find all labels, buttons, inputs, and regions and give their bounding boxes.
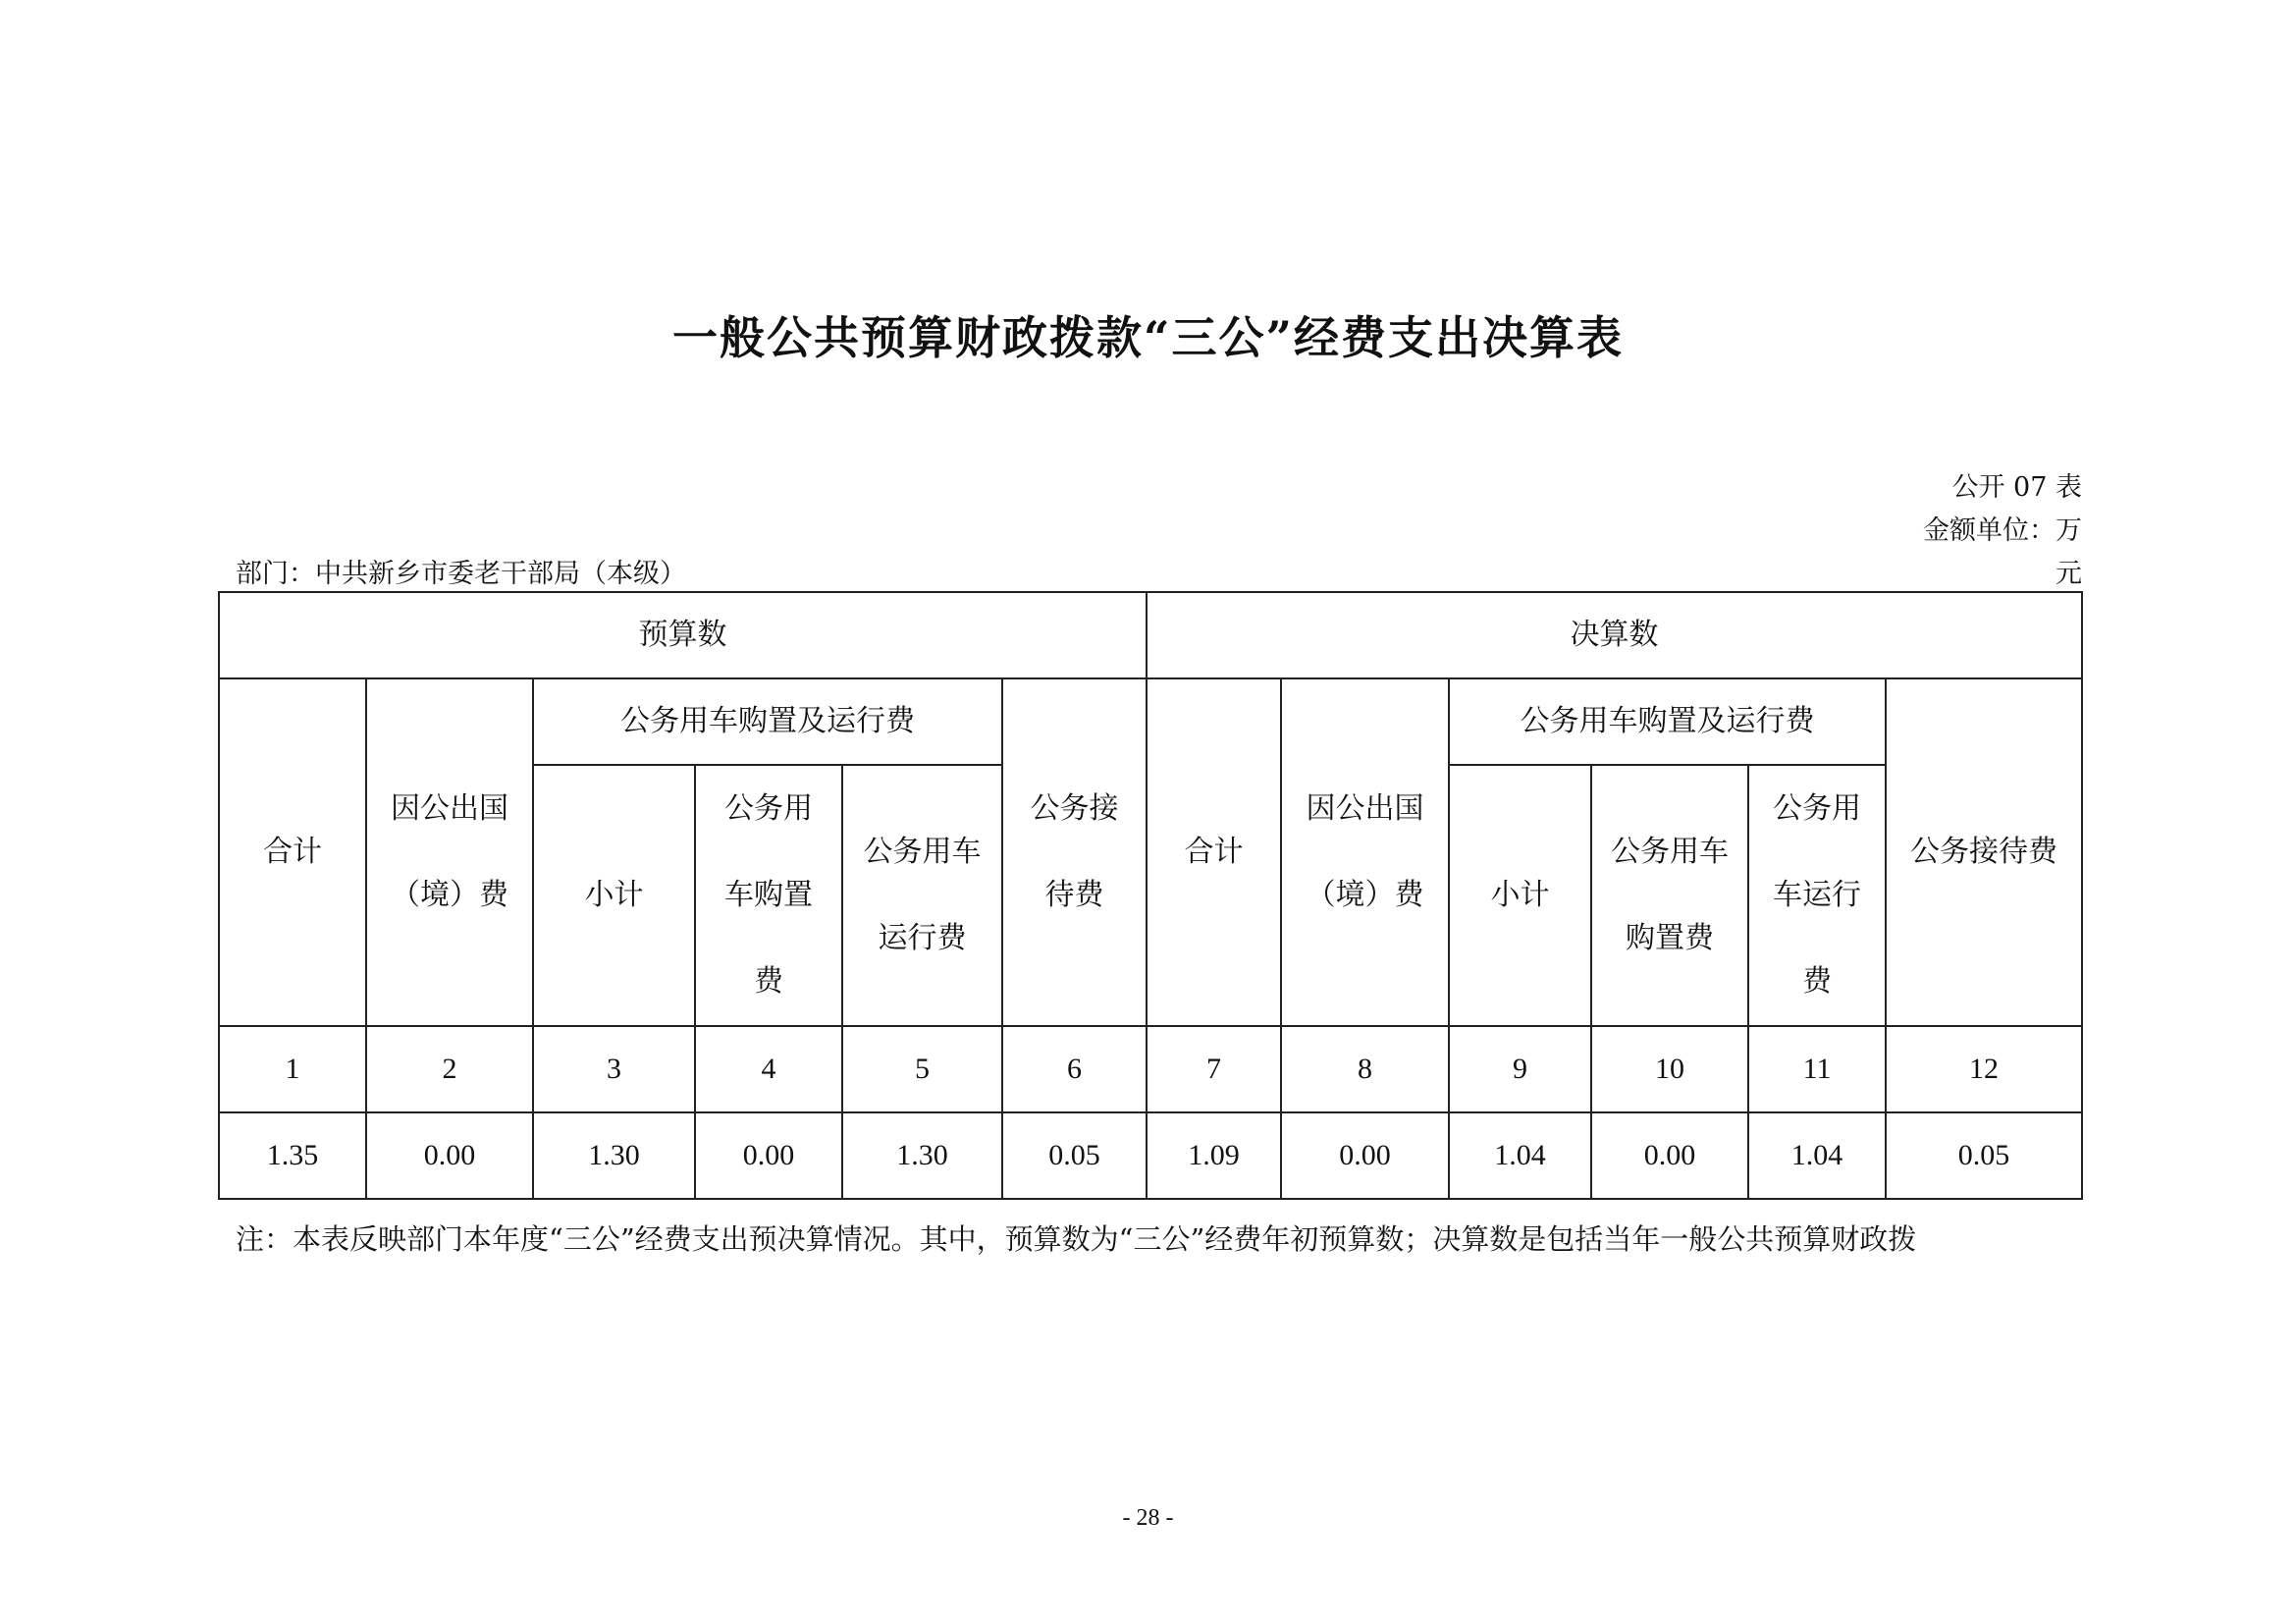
column-index-row (219, 1026, 2082, 1112)
column-index-cell: 7 (1147, 1026, 1281, 1112)
sub-header-row (219, 678, 2082, 765)
budget-vehicle-purchase-header: 公务用车购置费 (695, 765, 842, 1026)
final-total-header: 合计 (1147, 678, 1281, 1026)
budget-vehicle-group-header: 公务用车购置及运行费 (533, 678, 1002, 765)
page-title: 一般公共预算财政拨款“三公”经费支出决算表 (672, 311, 1624, 364)
final-group-header: 决算数 (1147, 592, 2082, 678)
final-vehicle-purchase-header: 公务用车购置费 (1591, 765, 1748, 1026)
table-note: 注：本表反映部门本年度“三公”经费支出预决算情况。其中，预算数为“三公”经费年初预算数；决算数是包括当年一般公共预算财政拨 (236, 1222, 1917, 1256)
unit-label: 金额单位：万 (1923, 515, 2082, 546)
budget-abroad-value: 0.00 (366, 1112, 533, 1199)
final-subtotal-header: 小计 (1449, 765, 1591, 1026)
column-index-cell: 2 (366, 1026, 533, 1112)
column-index-cell: 5 (842, 1026, 1002, 1112)
budget-abroad-header: 因公出国（境）费 (366, 678, 533, 1026)
column-index-cell: 3 (533, 1026, 695, 1112)
column-index-cell: 6 (1002, 1026, 1147, 1112)
budget-total-value: 1.35 (219, 1112, 366, 1199)
final-vehicle-operation-header: 公务用车运行费 (1748, 765, 1886, 1026)
budget-group-header: 预算数 (219, 592, 1147, 678)
column-index-cell: 4 (695, 1026, 842, 1112)
final-reception-value: 0.05 (1886, 1112, 2082, 1199)
column-index-cell: 1 (219, 1026, 366, 1112)
budget-reception-value: 0.05 (1002, 1112, 1147, 1199)
budget-vehicle-subtotal-value: 1.30 (533, 1112, 695, 1199)
budget-total-header: 合计 (219, 678, 366, 1026)
final-abroad-header: 因公出国（境）费 (1281, 678, 1449, 1026)
column-index-cell: 11 (1748, 1026, 1886, 1112)
column-index-cell: 8 (1281, 1026, 1449, 1112)
page-number: - 28 - (1122, 1505, 1174, 1531)
budget-vehicle-operation-header: 公务用车运行费 (842, 765, 1002, 1026)
final-abroad-value: 0.00 (1281, 1112, 1449, 1199)
budget-reception-header: 公务接待费 (1002, 678, 1147, 1026)
final-vehicle-purchase-value: 0.00 (1591, 1112, 1748, 1199)
unit-label-continued: 元 (2056, 559, 2082, 589)
department-label: 部门：中共新乡市委老干部局（本级） (236, 559, 686, 589)
group-header-row (219, 592, 2082, 678)
budget-subtotal-header: 小计 (533, 765, 695, 1026)
final-reception-header: 公务接待费 (1886, 678, 2082, 1026)
column-index-cell: 12 (1886, 1026, 2082, 1112)
table-number: 公开 07 表 (1951, 472, 2082, 503)
final-total-value: 1.09 (1147, 1112, 1281, 1199)
column-index-cell: 10 (1591, 1026, 1748, 1112)
final-vehicle-operation-value: 1.04 (1748, 1112, 1886, 1199)
values-row (219, 1112, 2082, 1199)
three-public-expenses-table (218, 591, 2083, 1200)
column-index-cell: 9 (1449, 1026, 1591, 1112)
final-vehicle-group-header: 公务用车购置及运行费 (1449, 678, 1886, 765)
budget-vehicle-purchase-value: 0.00 (695, 1112, 842, 1199)
budget-vehicle-operation-value: 1.30 (842, 1112, 1002, 1199)
final-vehicle-subtotal-value: 1.04 (1449, 1112, 1591, 1199)
